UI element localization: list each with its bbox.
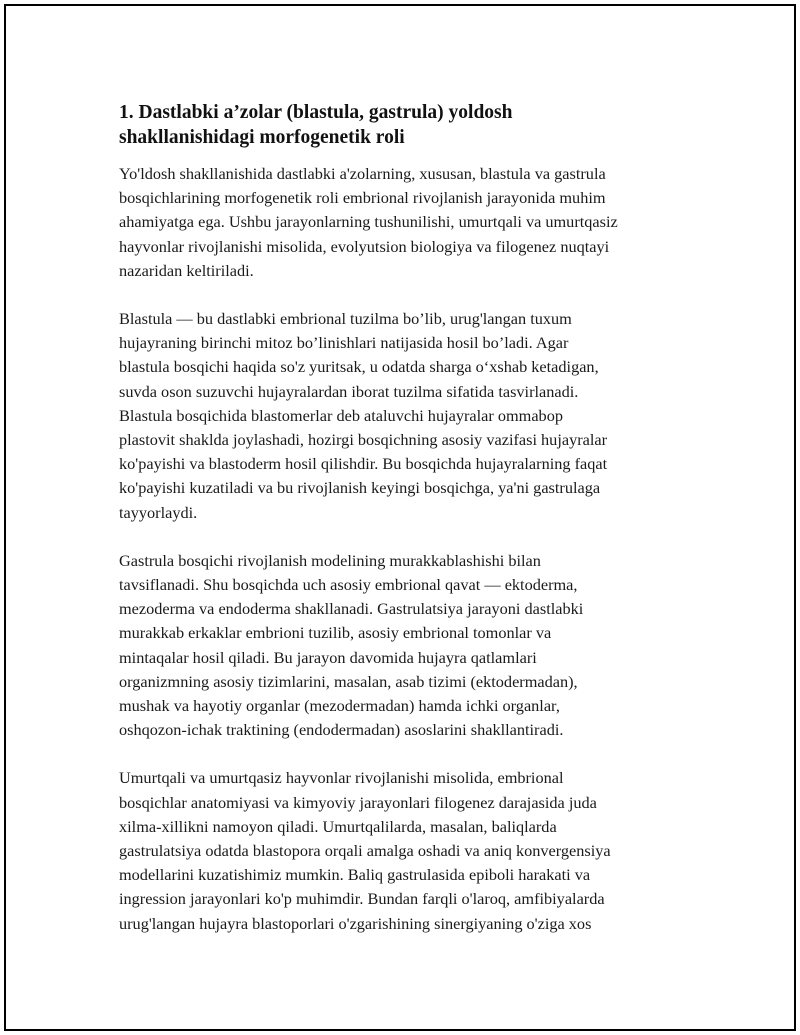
paragraph-4: Umurtqali va umurtqasiz hayvonlar rivojlanishi misolida, embrional bosqichlar anatomiyasi va kimyoviy jarayonlari filogenez darajasida juda xilma-xillikni namoyon qiladi. Umurtqalilarda, masalan, baliqlarda gastrulatsiya odatda blastopora orqali amalga oshadi va aniq konvergensiya modellarini kuzatishimiz mumkin. Baliq gastrulasida epiboli harakati va ingression jarayonlari ko'p muhimdir. Bundan farqli o'laroq, amfibiyalarda urug'langan hujayra blastoporlari o'zgarishining sinergiyaning o'ziga xos <box>119 768 611 933</box>
page-frame <box>4 4 796 1031</box>
paragraph-3: Gastrula bosqichi rivojlanish modelining murakkablashishi bilan tavsiflanadi. Shu bosqichda uch asosiy embrional qavat — ektoderma, mezoderma va endoderma shakllanadi. Gastrulatsiya jarayoni dastlabki murakkab erkaklar embrioni tuzilib, asosiy embrional tomonlar va mintaqalar hosil qiladi. Bu jarayon davomida hujayra qatlamlari organizmning asosiy tizimlarini, masalan, asab tizimi (ektodermadan), mushak va hayotiy organlar (mezodermadan) hamda ichki organlar, oshqozon-ichak traktining (endodermadan) asoslarini shakllantiradi. <box>119 550 584 740</box>
paragraph-1: Yo'ldosh shakllanishida dastlabki a'zolarning, xususan, blastula va gastrula bosqichlarining morfogenetik roli embrional rivojlanish jarayonida muhim ahamiyatga ega. Ushbu jarayonlarning tushunilishi, umurtqali va umurtqasiz hayvonlar rivojlanishi misolida, evolyutsion biologiya va filogenez nuqtayi nazaridan keltiriladi. <box>119 164 618 280</box>
paragraph-2: Blastula — bu dastlabki embrional tuzilma bo’lib, urug'langan tuxum hujayraning birinchi mitoz bo’linishlari natijasida hosil bo’ladi. Agar blastula bosqichi haqida so'z yuritsak, u odatda sharga o‘xshab ketadigan, suvda oson suzuvchi hujayralardan iborat tuzilma sifatida tasvirlanadi. Blastula bosqichida blastomerlar deb ataluvchi hujayralar ommabop plastovit shaklda joylashadi, hozirgi bosqichning asosiy vazifasi hujayralar ko'payishi va blastoderm hosil qilishdir. Bu bosqichda hujayralarning faqat ko'payishi kuzatiladi va bu rivojlanish keyingi bosqichga, ya'ni gastrulaga tayyorlaydi. <box>119 309 608 522</box>
document-body <box>119 100 699 960</box>
section-title: 1. Dastlabki a’zolar (blastula, gastrula) yoldosh shakllanishidagi morfogenetik roli <box>119 102 513 148</box>
